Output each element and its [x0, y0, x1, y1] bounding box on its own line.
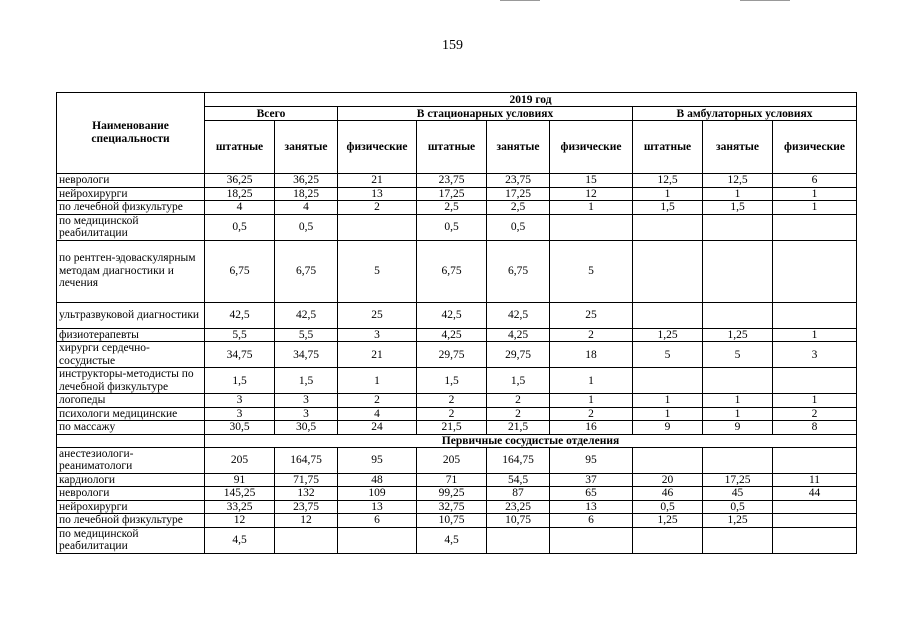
table-row [57, 174, 857, 188]
row-value-cell: 3 [275, 407, 338, 421]
row-specialty-name: нейрохирурги [57, 500, 205, 514]
row-value-cell: 5,5 [275, 328, 338, 342]
row-value-cell: 5 [633, 342, 703, 368]
row-value-cell: 42,5 [275, 302, 338, 328]
row-value-cell [550, 527, 633, 553]
row-value-cell: 5,5 [205, 328, 275, 342]
header-year: 2019 год [205, 93, 857, 107]
row-value-cell: 109 [338, 487, 417, 501]
table-row [57, 328, 857, 342]
header-subcol: штатные [633, 121, 703, 174]
row-value-cell: 46 [633, 487, 703, 501]
table-row [57, 421, 857, 435]
section-empty-cell [57, 434, 205, 447]
row-value-cell: 4,5 [205, 527, 275, 553]
row-value-cell: 37 [550, 473, 633, 487]
row-value-cell: 95 [338, 447, 417, 473]
header-subcol: занятые [275, 121, 338, 174]
row-value-cell: 21 [338, 342, 417, 368]
row-value-cell: 2 [417, 407, 487, 421]
row-specialty-name: ультразвуковой диагностики [57, 302, 205, 328]
row-value-cell: 1 [550, 201, 633, 215]
table-row [57, 214, 857, 240]
row-value-cell: 205 [417, 447, 487, 473]
row-value-cell: 32,75 [417, 500, 487, 514]
row-specialty-name: хирурги сердечно-сосудистые [57, 342, 205, 368]
row-value-cell: 17,25 [417, 187, 487, 201]
row-value-cell [633, 302, 703, 328]
row-value-cell [633, 527, 703, 553]
section-title: Первичные сосудистые отделения [205, 434, 857, 447]
table-row [57, 500, 857, 514]
row-specialty-name: неврологи [57, 487, 205, 501]
table-row [57, 407, 857, 421]
row-value-cell [773, 500, 857, 514]
table-row [57, 201, 857, 215]
row-value-cell: 0,5 [275, 214, 338, 240]
row-value-cell: 13 [338, 500, 417, 514]
row-value-cell: 1,25 [703, 328, 773, 342]
row-value-cell: 23,75 [417, 174, 487, 188]
row-value-cell: 1,5 [205, 368, 275, 394]
row-value-cell: 24 [338, 421, 417, 435]
table-row [57, 473, 857, 487]
row-value-cell: 71,75 [275, 473, 338, 487]
row-value-cell: 45 [703, 487, 773, 501]
row-value-cell: 23,75 [275, 500, 338, 514]
row-value-cell: 1,25 [633, 514, 703, 528]
row-value-cell: 205 [205, 447, 275, 473]
row-value-cell [773, 240, 857, 302]
row-value-cell: 2 [773, 407, 857, 421]
scan-edge-mark [500, 0, 540, 1]
row-value-cell: 1,5 [417, 368, 487, 394]
row-value-cell [633, 214, 703, 240]
row-value-cell: 1 [773, 187, 857, 201]
scan-edge-mark [740, 0, 790, 1]
row-value-cell: 1 [703, 407, 773, 421]
row-value-cell: 20 [633, 473, 703, 487]
table-row [57, 487, 857, 501]
staffing-table [56, 92, 857, 554]
row-value-cell: 12 [205, 514, 275, 528]
row-value-cell: 10,75 [417, 514, 487, 528]
row-value-cell: 65 [550, 487, 633, 501]
row-value-cell: 145,25 [205, 487, 275, 501]
row-value-cell: 1,5 [633, 201, 703, 215]
row-value-cell: 18,25 [205, 187, 275, 201]
row-value-cell: 25 [338, 302, 417, 328]
row-value-cell: 30,5 [205, 421, 275, 435]
row-value-cell: 95 [550, 447, 633, 473]
row-value-cell: 42,5 [205, 302, 275, 328]
row-specialty-name: нейрохирурги [57, 187, 205, 201]
header-subcol: физические [338, 121, 417, 174]
row-value-cell: 4,25 [487, 328, 550, 342]
row-value-cell: 91 [205, 473, 275, 487]
row-value-cell [487, 527, 550, 553]
row-value-cell: 17,25 [703, 473, 773, 487]
row-value-cell: 8 [773, 421, 857, 435]
row-value-cell [703, 368, 773, 394]
row-value-cell: 15 [550, 174, 633, 188]
table-row [57, 527, 857, 553]
row-value-cell [338, 527, 417, 553]
table-row [57, 187, 857, 201]
row-specialty-name: логопеды [57, 394, 205, 408]
row-value-cell: 34,75 [275, 342, 338, 368]
table-row [57, 302, 857, 328]
row-value-cell: 1,5 [703, 201, 773, 215]
row-value-cell: 0,5 [205, 214, 275, 240]
row-value-cell: 6,75 [417, 240, 487, 302]
header-group-total: Всего [205, 107, 338, 121]
row-value-cell: 25 [550, 302, 633, 328]
row-value-cell: 29,75 [417, 342, 487, 368]
row-value-cell: 9 [633, 421, 703, 435]
row-specialty-name: инструкторы-методисты по лечебной физкультуре [57, 368, 205, 394]
row-value-cell: 12,5 [633, 174, 703, 188]
row-specialty-name: неврологи [57, 174, 205, 188]
staffing-table-container [56, 92, 857, 554]
row-value-cell: 16 [550, 421, 633, 435]
header-subcol: физические [773, 121, 857, 174]
row-specialty-name: по медицинской реабилитации [57, 527, 205, 553]
row-value-cell: 3 [338, 328, 417, 342]
row-value-cell: 11 [773, 473, 857, 487]
row-value-cell [703, 214, 773, 240]
row-value-cell: 33,25 [205, 500, 275, 514]
row-value-cell: 132 [275, 487, 338, 501]
row-value-cell [703, 240, 773, 302]
page-number: 159 [442, 38, 463, 53]
row-value-cell: 2 [550, 407, 633, 421]
row-value-cell: 2 [487, 394, 550, 408]
row-value-cell: 2,5 [417, 201, 487, 215]
row-value-cell: 6 [773, 174, 857, 188]
row-specialty-name: по медицинской реабилитации [57, 214, 205, 240]
header-specialty: Наименование специальности [57, 93, 205, 174]
row-value-cell: 3 [205, 394, 275, 408]
row-value-cell: 1 [773, 328, 857, 342]
row-value-cell: 4,25 [417, 328, 487, 342]
table-row [57, 342, 857, 368]
row-value-cell: 1 [703, 187, 773, 201]
row-value-cell: 1 [550, 394, 633, 408]
row-value-cell: 1,5 [487, 368, 550, 394]
row-value-cell: 10,75 [487, 514, 550, 528]
row-value-cell: 5 [550, 240, 633, 302]
row-value-cell: 2 [338, 201, 417, 215]
row-value-cell: 1 [773, 394, 857, 408]
header-subcol: штатные [205, 121, 275, 174]
row-value-cell: 2 [338, 394, 417, 408]
row-value-cell: 1 [338, 368, 417, 394]
row-specialty-name: по лечебной физкультуре [57, 201, 205, 215]
row-value-cell [633, 368, 703, 394]
row-specialty-name: по лечебной физкультуре [57, 514, 205, 528]
row-value-cell: 0,5 [487, 214, 550, 240]
row-value-cell [338, 214, 417, 240]
row-value-cell [633, 447, 703, 473]
row-value-cell: 164,75 [275, 447, 338, 473]
row-value-cell [275, 527, 338, 553]
table-body [57, 174, 857, 554]
row-value-cell: 4,5 [417, 527, 487, 553]
row-specialty-name: психологи медицинские [57, 407, 205, 421]
row-value-cell: 4 [205, 201, 275, 215]
row-value-cell [703, 302, 773, 328]
row-value-cell: 12,5 [703, 174, 773, 188]
header-group-outpatient: В амбулаторных условиях [633, 107, 857, 121]
row-value-cell: 2,5 [487, 201, 550, 215]
row-value-cell [703, 447, 773, 473]
row-value-cell: 1 [633, 407, 703, 421]
row-value-cell: 1,25 [633, 328, 703, 342]
row-value-cell: 30,5 [275, 421, 338, 435]
row-value-cell: 3 [773, 342, 857, 368]
row-value-cell [550, 214, 633, 240]
header-subcol: занятые [703, 121, 773, 174]
section-row [57, 434, 857, 447]
row-specialty-name: кардиологи [57, 473, 205, 487]
row-specialty-name: анестезиологи-реаниматологи [57, 447, 205, 473]
row-value-cell: 6 [550, 514, 633, 528]
row-value-cell [773, 514, 857, 528]
row-value-cell: 18,25 [275, 187, 338, 201]
row-value-cell: 2 [487, 407, 550, 421]
row-value-cell: 54,5 [487, 473, 550, 487]
row-value-cell: 48 [338, 473, 417, 487]
row-value-cell: 3 [205, 407, 275, 421]
row-value-cell: 1 [633, 394, 703, 408]
row-value-cell: 0,5 [703, 500, 773, 514]
row-value-cell [773, 302, 857, 328]
row-value-cell: 87 [487, 487, 550, 501]
row-value-cell: 44 [773, 487, 857, 501]
row-value-cell: 5 [703, 342, 773, 368]
table-row [57, 368, 857, 394]
row-specialty-name: по массажу [57, 421, 205, 435]
row-value-cell: 34,75 [205, 342, 275, 368]
header-subcol: занятые [487, 121, 550, 174]
row-value-cell: 12 [550, 187, 633, 201]
row-value-cell: 1 [633, 187, 703, 201]
row-specialty-name: по рентген-эдоваскулярным методам диагностики и лечения [57, 240, 205, 302]
row-value-cell: 4 [338, 407, 417, 421]
row-value-cell: 29,75 [487, 342, 550, 368]
row-value-cell: 0,5 [417, 214, 487, 240]
row-value-cell [773, 368, 857, 394]
row-value-cell: 71 [417, 473, 487, 487]
row-value-cell: 1 [773, 201, 857, 215]
table-row [57, 394, 857, 408]
row-value-cell: 3 [275, 394, 338, 408]
row-value-cell [773, 527, 857, 553]
row-value-cell [773, 214, 857, 240]
row-value-cell: 2 [417, 394, 487, 408]
row-value-cell: 6,75 [487, 240, 550, 302]
row-value-cell [703, 527, 773, 553]
row-value-cell: 21,5 [417, 421, 487, 435]
row-value-cell: 0,5 [633, 500, 703, 514]
row-value-cell: 36,25 [275, 174, 338, 188]
row-value-cell: 164,75 [487, 447, 550, 473]
row-value-cell: 21 [338, 174, 417, 188]
row-value-cell [773, 447, 857, 473]
row-value-cell: 12 [275, 514, 338, 528]
table-row [57, 447, 857, 473]
row-value-cell: 1 [550, 368, 633, 394]
row-value-cell: 23,25 [487, 500, 550, 514]
row-value-cell: 23,75 [487, 174, 550, 188]
row-value-cell: 1,25 [703, 514, 773, 528]
row-specialty-name: физиотерапевты [57, 328, 205, 342]
header-subcol: физические [550, 121, 633, 174]
row-value-cell: 42,5 [487, 302, 550, 328]
table-row [57, 514, 857, 528]
row-value-cell: 5 [338, 240, 417, 302]
row-value-cell: 36,25 [205, 174, 275, 188]
row-value-cell: 2 [550, 328, 633, 342]
row-value-cell: 1 [703, 394, 773, 408]
row-value-cell: 99,25 [417, 487, 487, 501]
row-value-cell: 6,75 [205, 240, 275, 302]
row-value-cell: 6,75 [275, 240, 338, 302]
row-value-cell: 17,25 [487, 187, 550, 201]
row-value-cell [633, 240, 703, 302]
table-row [57, 240, 857, 302]
row-value-cell: 4 [275, 201, 338, 215]
row-value-cell: 21,5 [487, 421, 550, 435]
row-value-cell: 9 [703, 421, 773, 435]
row-value-cell: 42,5 [417, 302, 487, 328]
row-value-cell: 1,5 [275, 368, 338, 394]
row-value-cell: 18 [550, 342, 633, 368]
header-group-inpatient: В стационарных условиях [338, 107, 633, 121]
header-subcol: штатные [417, 121, 487, 174]
row-value-cell: 13 [550, 500, 633, 514]
row-value-cell: 13 [338, 187, 417, 201]
row-value-cell: 6 [338, 514, 417, 528]
